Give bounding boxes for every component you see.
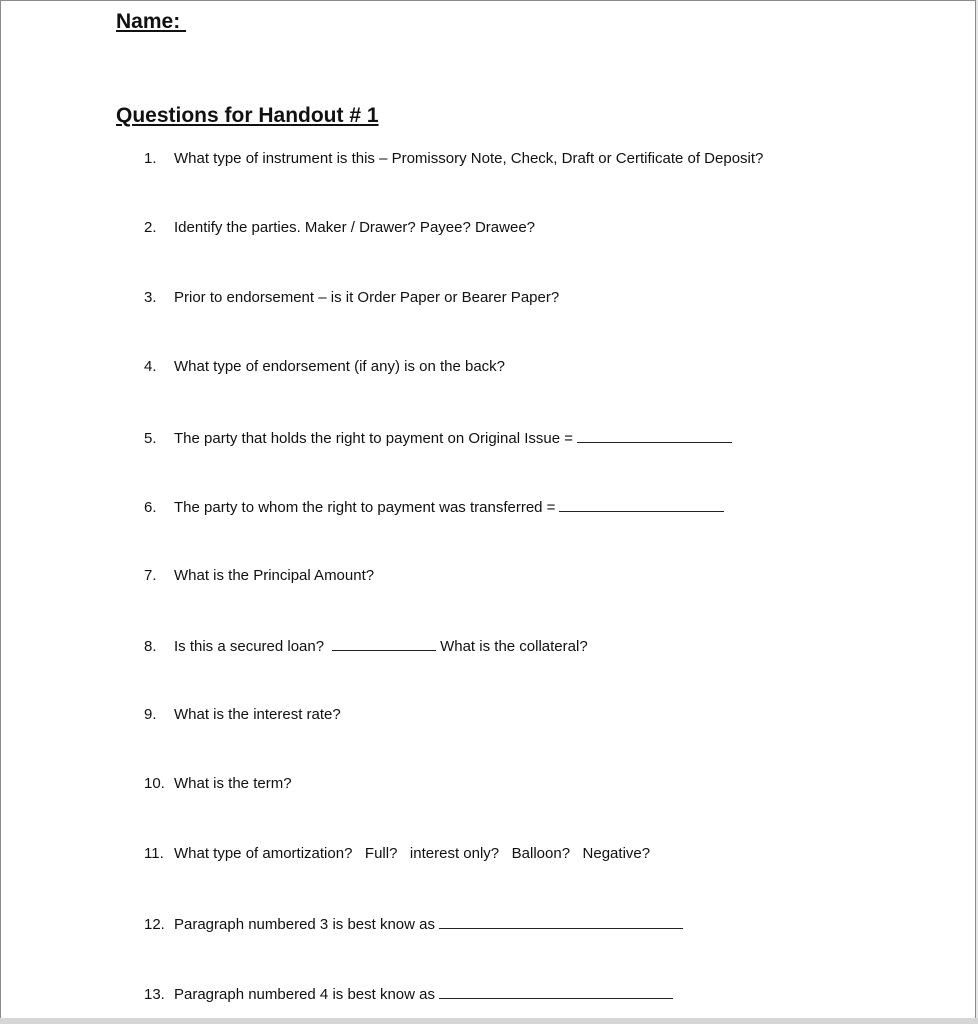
question-text: Identify the parties. Maker / Drawer? Payee? Drawee? [174,219,536,236]
question-text: The party that holds the right to payment on Original Issue = [174,430,573,447]
page-title: Questions for Handout # 1 [116,104,379,127]
question-number: 6. [144,499,157,516]
page-bottom-edge [0,1018,978,1024]
name-label: Name: [116,10,187,33]
question-text: Paragraph numbered 4 is best know as [174,986,435,1003]
question-8 [144,636,588,656]
answer-blank [439,984,673,999]
question-text: What is the interest rate? [174,706,341,723]
question-number: 12. [144,916,165,933]
question-6 [144,497,724,517]
answer-blank [332,636,436,651]
question-2 [144,219,535,239]
question-7 [144,567,374,587]
question-number: 10. [144,775,165,792]
question-number: 7. [144,567,157,584]
question-text: What type of amortization? Full? interest only? Balloon? Negative? [174,845,651,862]
question-text: What type of endorsement (if any) is on the back? [174,358,506,375]
question-13 [144,984,673,1004]
question-text: Paragraph numbered 3 is best know as [174,916,435,933]
question-number: 8. [144,638,157,655]
answer-blank [559,497,724,512]
question-11 [144,845,650,865]
question-number: 9. [144,706,157,723]
question-number: 2. [144,219,157,236]
question-text: What is the Principal Amount? [174,567,375,584]
question-4 [144,358,505,378]
question-text: What is the term? [174,775,292,792]
question-12 [144,914,683,934]
question-text: Prior to endorsement – is it Order Paper or Bearer Paper? [174,289,560,306]
question-number: 11. [144,845,164,862]
question-3 [144,289,559,309]
question-9 [144,706,341,726]
answer-blank [439,914,683,929]
question-number: 13. [144,986,165,1003]
question-5 [144,428,732,448]
answer-blank [577,428,732,443]
question-text: What type of instrument is this – Promissory Note, Check, Draft or Certificate of Deposit? [174,150,764,167]
question-1 [144,150,763,170]
question-number: 4. [144,358,157,375]
question-number: 1. [144,150,157,167]
question-10 [144,775,292,795]
question-text: Is this a secured loan? [174,638,325,655]
question-text-followup: What is the collateral? [440,638,588,655]
question-text: The party to whom the right to payment was transferred = [174,499,556,516]
question-number: 5. [144,430,157,447]
question-number: 3. [144,289,157,306]
